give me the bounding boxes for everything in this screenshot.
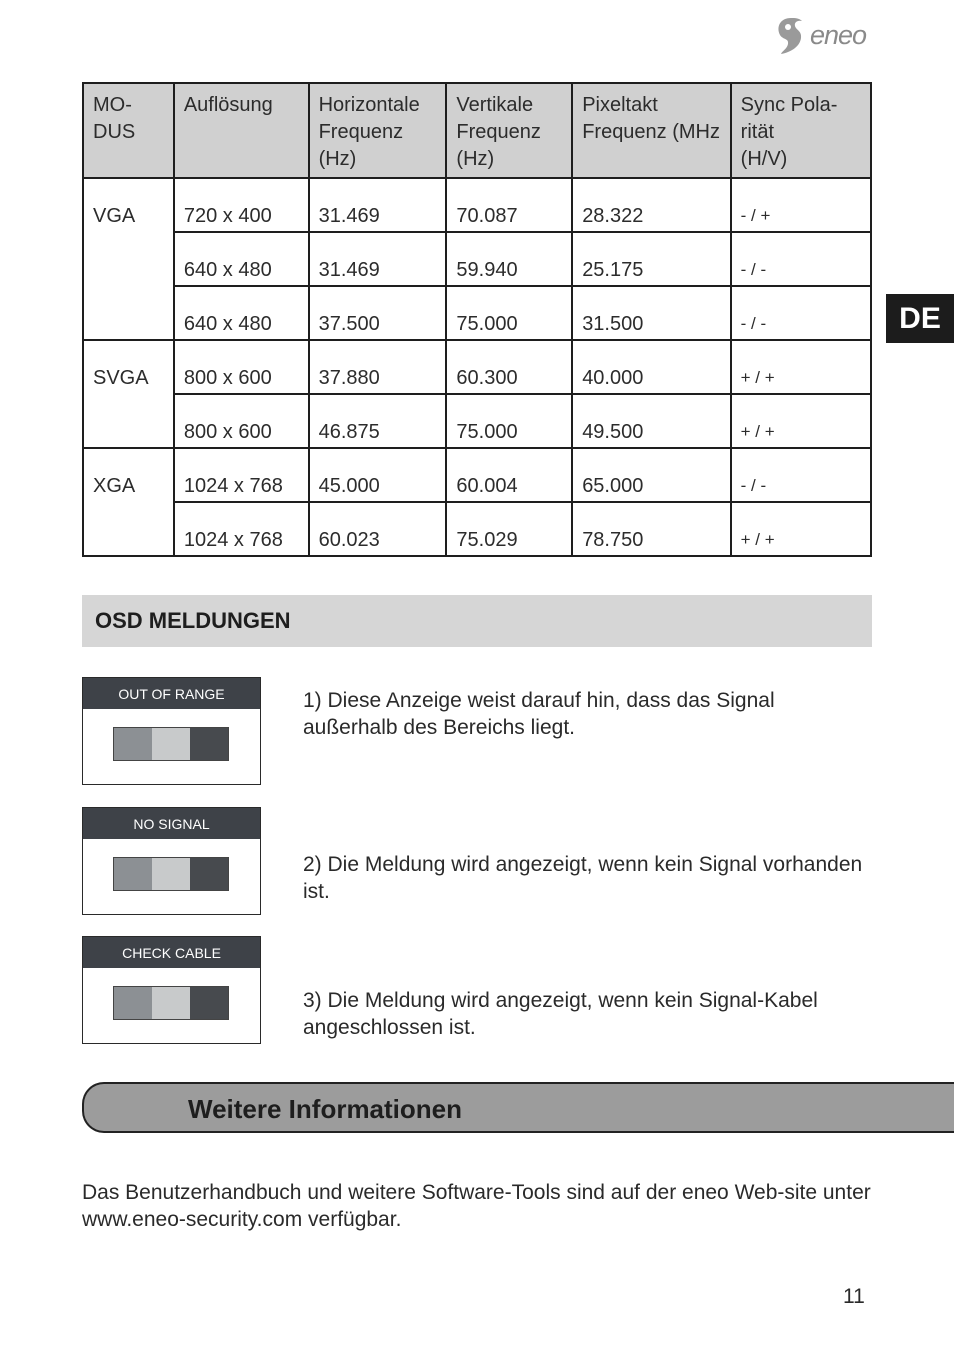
table-row (83, 448, 871, 502)
resolution-cell: 800 x 600 (174, 394, 309, 448)
table-row (83, 178, 871, 232)
mode-cell: SVGA (83, 340, 174, 448)
hfreq-cell: 45.000 (309, 448, 447, 502)
eneo-logo (774, 16, 884, 58)
sync-polarity-cell: - / - (731, 232, 871, 286)
hfreq-cell: 60.023 (309, 502, 447, 556)
video-modes-table (82, 82, 872, 557)
pixel-clock-cell: 25.175 (572, 232, 730, 286)
osd-swatch (190, 987, 228, 1019)
vfreq-cell: 60.300 (446, 340, 572, 394)
info-paragraph: Das Benutzerhandbuch und weitere Software-Tools sind auf der eneo Web-site unter www.eneo-security.com verfügbar. (82, 1181, 871, 1231)
hfreq-cell: 37.880 (309, 340, 447, 394)
osd-swatch (152, 987, 190, 1019)
osd-description: 3) Die Meldung wird angezeigt, wenn kein Signal-Kabel angeschlossen ist. (303, 989, 818, 1039)
vfreq-cell: 75.000 (446, 394, 572, 448)
pixel-clock-cell: 40.000 (572, 340, 730, 394)
osd-box-title: NO SIGNAL (83, 808, 260, 839)
vfreq-cell: 60.004 (446, 448, 572, 502)
osd-swatch (190, 858, 228, 890)
osd-box-check-cable (82, 936, 261, 1044)
eneo-logo-text: eneo (810, 20, 867, 50)
table-row (83, 502, 871, 556)
osd-swatch-bar (113, 857, 229, 891)
table-row (83, 286, 871, 340)
osd-swatch-bar (113, 986, 229, 1020)
hfreq-cell: 31.469 (309, 178, 447, 232)
mode-cell: XGA (83, 448, 174, 556)
osd-swatch (190, 728, 228, 760)
pixel-clock-cell: 65.000 (572, 448, 730, 502)
osd-description: 1) Diese Anzeige weist darauf hin, dass das Signal außerhalb des Bereichs liegt. (303, 689, 775, 739)
sync-polarity-cell: + / + (731, 502, 871, 556)
resolution-cell: 720 x 400 (174, 178, 309, 232)
hfreq-cell: 46.875 (309, 394, 447, 448)
table-row (83, 340, 871, 394)
header-sync-polarity: Sync Pola- rität (H/V) (731, 83, 871, 178)
sync-polarity-cell: - / + (731, 178, 871, 232)
pixel-clock-cell: 31.500 (572, 286, 730, 340)
hfreq-cell: 37.500 (309, 286, 447, 340)
header-horizontal-frequency: Horizontale Frequenz (Hz) (309, 83, 447, 178)
osd-section-heading: OSD MELDUNGEN (82, 595, 872, 647)
osd-swatch (114, 987, 152, 1019)
eneo-logo-icon (774, 16, 808, 56)
resolution-cell: 1024 x 768 (174, 448, 309, 502)
table-header-row (83, 83, 871, 178)
osd-box-no-signal (82, 807, 261, 915)
pixel-clock-cell: 78.750 (572, 502, 730, 556)
sync-polarity-cell: - / - (731, 286, 871, 340)
osd-swatch-bar (113, 727, 229, 761)
resolution-cell: 640 x 480 (174, 286, 309, 340)
vfreq-cell: 75.000 (446, 286, 572, 340)
table-row (83, 232, 871, 286)
mode-cell: VGA (83, 178, 174, 340)
resolution-cell: 640 x 480 (174, 232, 309, 286)
osd-box-title: CHECK CABLE (83, 937, 260, 968)
header-resolution: Auflösung (174, 83, 309, 178)
osd-swatch (114, 728, 152, 760)
pixel-clock-cell: 28.322 (572, 178, 730, 232)
sync-polarity-cell: + / + (731, 394, 871, 448)
language-tab: DE (886, 294, 954, 343)
osd-swatch (152, 728, 190, 760)
osd-description: 2) Die Meldung wird angezeigt, wenn kein Signal vorhanden ist. (303, 853, 863, 903)
resolution-cell: 800 x 600 (174, 340, 309, 394)
vfreq-cell: 75.029 (446, 502, 572, 556)
sync-polarity-cell: + / + (731, 340, 871, 394)
osd-box-title: OUT OF RANGE (83, 678, 260, 709)
header-vertical-frequency: Vertikale Frequenz (Hz) (446, 83, 572, 178)
osd-swatch (152, 858, 190, 890)
header-pixel-clock: Pixeltakt Frequenz (MHz (572, 83, 730, 178)
pixel-clock-cell: 49.500 (572, 394, 730, 448)
table-row (83, 394, 871, 448)
vfreq-cell: 70.087 (446, 178, 572, 232)
sync-polarity-cell: - / - (731, 448, 871, 502)
section-title: Weitere Informationen (188, 1094, 463, 1124)
section-banner (82, 1082, 954, 1133)
hfreq-cell: 31.469 (309, 232, 447, 286)
resolution-cell: 1024 x 768 (174, 502, 309, 556)
header-mode: MO- DUS (83, 83, 174, 178)
osd-swatch (114, 858, 152, 890)
page-number: 11 (843, 1285, 865, 1308)
osd-box-out-of-range (82, 677, 261, 785)
vfreq-cell: 59.940 (446, 232, 572, 286)
